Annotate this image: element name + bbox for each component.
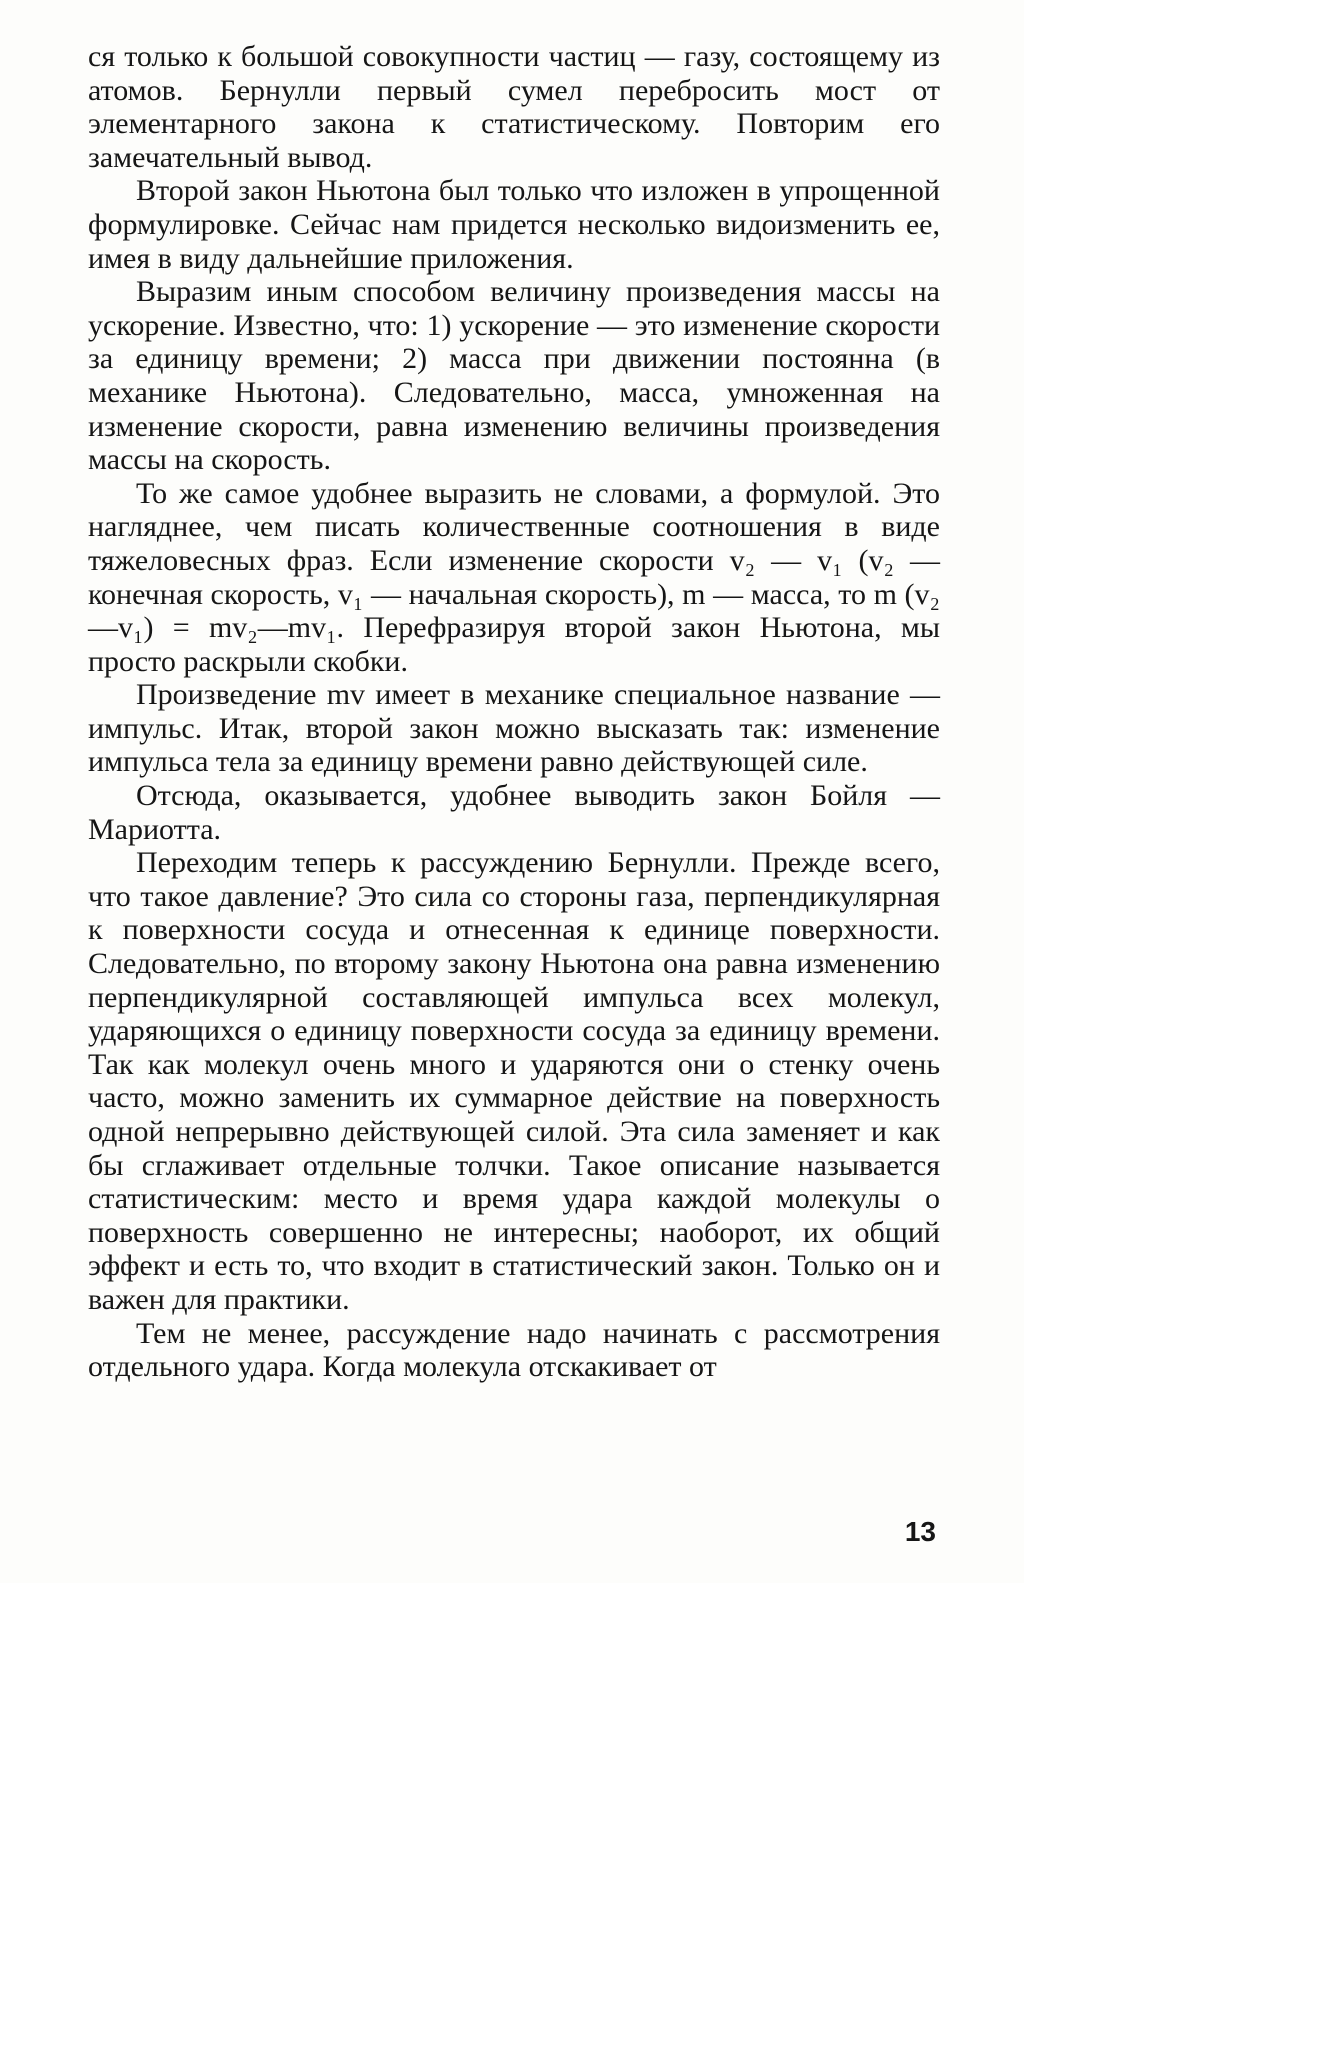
paragraph-3: Выразим иным способом величину произведения массы на ускорение. Известно, что: 1) ускорение — это изменение скорости за единицу времени; 2) масса при движении постоянна (в механике Ньютона). Следовательно, масса, умноженная на изменение скорости, равна изменению величины произведения массы на скорость. (88, 275, 940, 477)
body-text (88, 40, 940, 1384)
paragraph-5: Произведение mv имеет в механике специальное название — импульс. Итак, второй закон можно высказать так: изменение импульса тела за единицу времени равно действующей силе. (88, 678, 940, 779)
paragraph-4: То же самое удобнее выразить не словами, а формулой. Это нагляднее, чем писать количественные соотношения в виде тяжеловесных фраз. Если изменение скорости v₂ — v₁ (v₂ — конечная скорость, v₁ — начальная скорость), m — масса, то m (v₂—v₁) = mv₂—mv₁. Перефразируя второй закон Ньютона, мы просто раскрыли скобки. (88, 476, 940, 678)
paragraph-7: Переходим теперь к рассуждению Бернулли. Прежде всего, что такое давление? Это сила со стороны газа, перпендикулярная к поверхности сосуда и отнесенная к единице поверхности. Следовательно, по второму закону Ньютона она равна изменению перпендикулярной составляющей импульса всех молекул, ударяющихся о единицу поверхности сосуда за единицу времени. Так как молекул очень много и ударяются они о стенку очень часто, можно заменить их суммарное действие на поверхность одной непрерывно действующей силой. Эта сила заменяет и как бы сглаживает отдельные толчки. Такое описание называется статистическим: место и время удара каждой молекулы о поверхность совершенно не интересны; наоборот, их общий эффект и есть то, что входит в статистический закон. Только он и важен для практики. (88, 846, 940, 1316)
paragraph-6: Отсюда, оказывается, удобнее выводить закон Бойля — Мариотта. (88, 779, 940, 846)
paragraph-8: Тем не менее, рассуждение надо начинать с рассмотрения отдельного удара. Когда молекула отскакивает от (88, 1316, 940, 1384)
paragraph-2: Второй закон Ньютона был только что изложен в упрощенной формулировке. Сейчас нам придется несколько видоизменить ее, имея в виду дальнейшие приложения. (88, 174, 940, 275)
page-number: 13 (904, 1516, 936, 1547)
paragraph-1: ся только к большой совокупности частиц — газу, состоящему из атомов. Бернулли первый сумел перебросить мост от элементарного закона к статистическому. Повторим его замечательный вывод. (88, 40, 940, 174)
